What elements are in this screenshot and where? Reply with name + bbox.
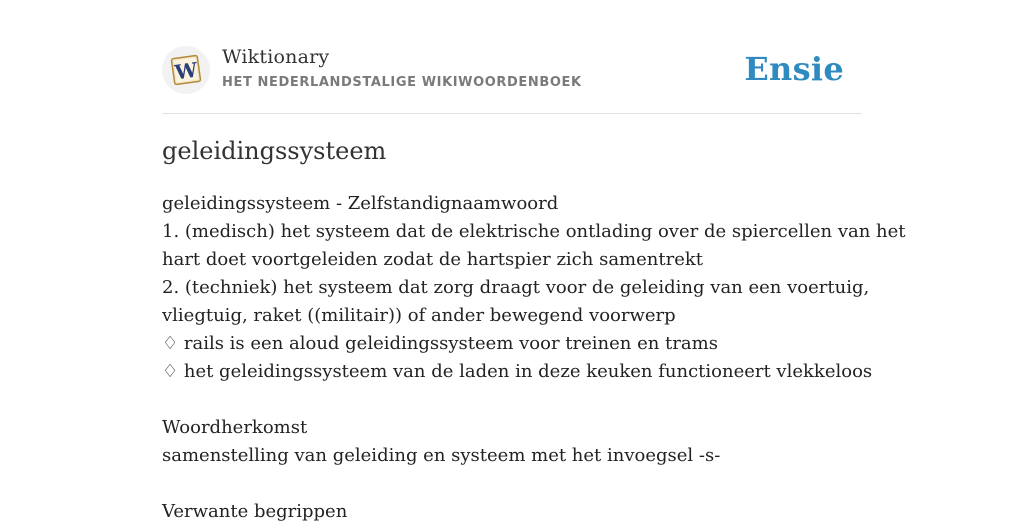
definition-line: 2. (techniek) het systeem dat zorg draagt voor de geleiding van een voertuig,	[162, 277, 870, 298]
site-header	[162, 44, 862, 114]
svg-text:W: W	[173, 57, 199, 85]
example-line: ♢ rails is een aloud geleidingssysteem voor treinen en trams	[162, 333, 718, 354]
entry-heading-line: geleidingssysteem - Zelfstandignaamwoord	[162, 193, 559, 214]
definition-line: 1. (medisch) het systeem dat de elektrische ontlading over de spiercellen van het	[162, 221, 906, 242]
spacer	[162, 386, 872, 414]
etymology-heading: Woordherkomst	[162, 417, 308, 438]
ensie-brand-logo[interactable]: Ensie	[744, 50, 844, 88]
entry-content	[162, 190, 906, 526]
definition-line: vliegtuig, raket ((militair)) of ander bewegend voorwerp	[162, 305, 676, 326]
page-title: geleidingssysteem	[162, 137, 387, 165]
definition-line: hart doet voortgeleiden zodat de hartspier zich samentrekt	[162, 249, 703, 270]
wiktionary-logo-icon[interactable]	[162, 46, 210, 94]
spacer	[162, 470, 872, 498]
site-name[interactable]: Wiktionary	[222, 46, 330, 68]
related-heading: Verwante begrippen	[162, 501, 348, 522]
site-tagline: HET NEDERLANDSTALIGE WIKIWOORDENBOEK	[222, 75, 582, 90]
example-line: ♢ het geleidingssysteem van de laden in deze keuken functioneert vlekkeloos	[162, 361, 873, 382]
etymology-text: samenstelling van geleiding en systeem met het invoegsel -s-	[162, 445, 721, 466]
